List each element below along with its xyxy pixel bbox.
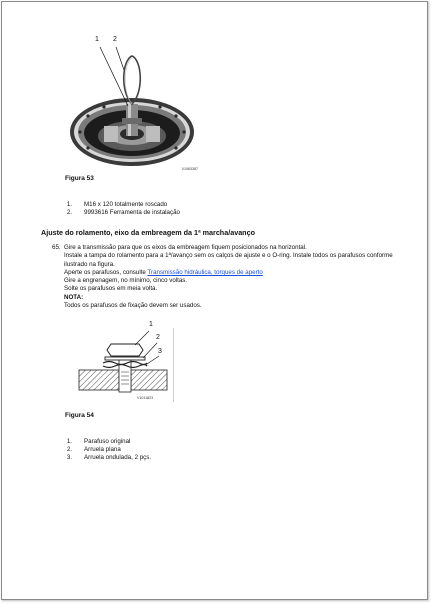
figure-54-legend	[54, 438, 151, 463]
figure-53-callout-1: 1	[95, 36, 99, 43]
step-text-line: Gire a engrenagem, no mínimo, cinco voltas.	[64, 277, 188, 285]
figure-54-callout-2: 2	[156, 334, 160, 341]
note-text: Todos os parafusos de fixação devem ser usados.	[64, 302, 202, 310]
legend-item: 1. Parafuso original	[66, 438, 131, 445]
step-text-line: Solte os parafusos em meia volta.	[64, 285, 158, 293]
figure-54-image	[65, 321, 174, 402]
figure-53-caption: Figura 53	[65, 175, 94, 182]
legend-item: 3. Arruela ondulada, 2 pçs.	[66, 454, 152, 462]
procedure-step-65	[52, 244, 402, 310]
legend-item: 1. M16 x 120 totalmente roscado	[66, 201, 168, 208]
document-page	[1, 1, 428, 600]
step-number: 65.	[52, 244, 61, 251]
figure-53-illustration	[64, 44, 200, 169]
figure-54-caption: Figura 54	[65, 412, 94, 419]
figure-53-callout-2: 2	[113, 36, 117, 43]
figure-54-image-id: V1011823	[137, 396, 154, 400]
step-text-line: Instale a tampa do rolamento para a 1ª/avanço sem os calços de ajuste e o O-ring. Instale todos os parafusos conforme ilustrado na figura.	[64, 252, 393, 268]
figure-53-legend	[54, 201, 180, 217]
figure-53-image-id: V1063387	[181, 167, 198, 171]
legend-item: 2. Arruela plana	[66, 446, 121, 454]
step-text-line: Gire a transmissão para que os eixos da embreagem fiquem posicionados na horizontal.	[64, 244, 307, 251]
torques-link[interactable]: Transmissão hidráulica, torques de aperto	[147, 268, 263, 276]
figure-54-callout-1: 1	[149, 321, 153, 328]
note-label: NOTA:	[64, 293, 84, 301]
legend-item: 2. 9993616 Ferramenta de instalação	[66, 209, 180, 217]
step-text-line: Aperte os parafusos, consulte Transmissão hidráulica, torques de aperto	[64, 268, 263, 276]
figure-53-image	[64, 36, 200, 171]
figure-54-callout-3: 3	[158, 348, 162, 355]
section-heading: Ajuste do rolamento, eixo da embreagem da 1ª marcha/avanço	[41, 228, 255, 237]
